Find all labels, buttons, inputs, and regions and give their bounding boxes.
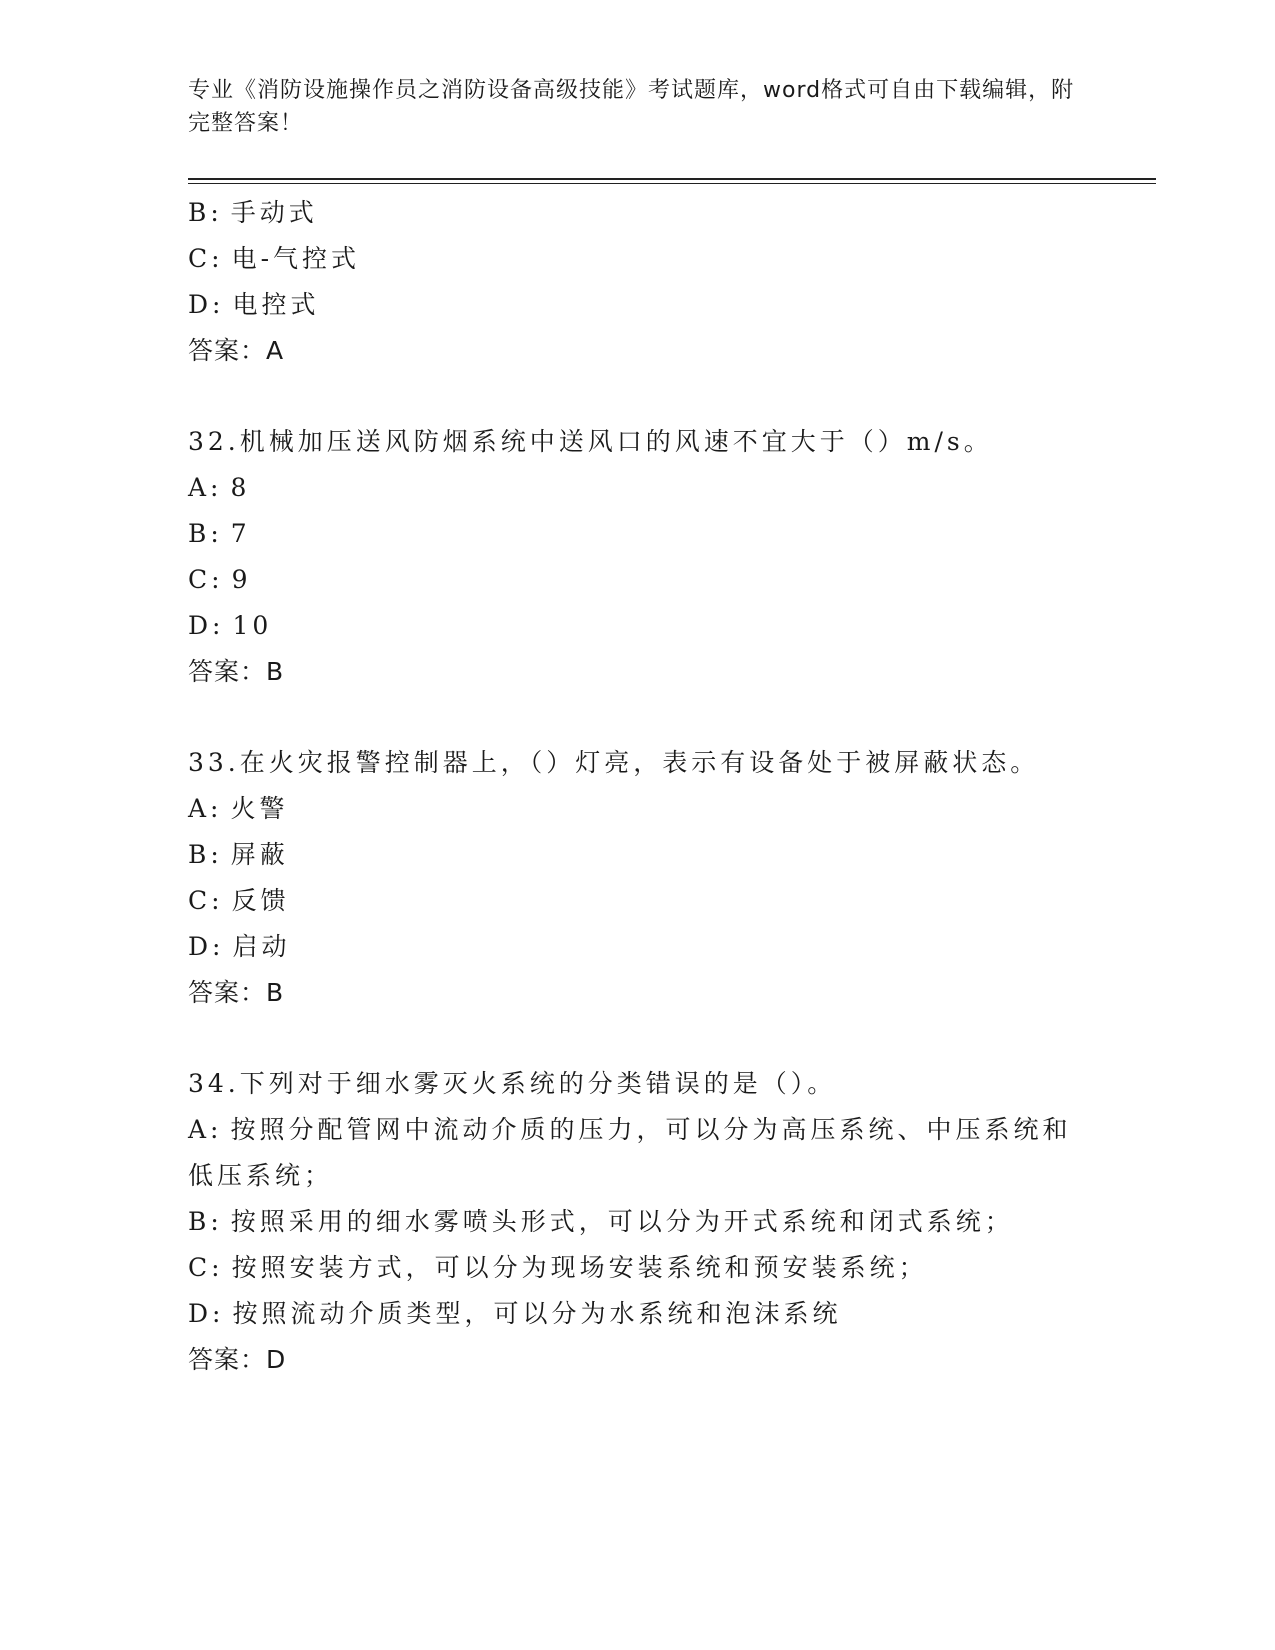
header-rule (188, 178, 1156, 180)
header-rule-thin (188, 183, 1156, 184)
question-text: 33.在火灾报警控制器上，（）灯亮，表示有设备处于被屏蔽状态。 (188, 748, 1040, 777)
option-line (188, 557, 1088, 603)
question-text: 34.下列对于细水雾灭火系统的分类错误的是（）。 (188, 1069, 837, 1098)
option-label: A: (188, 794, 223, 823)
option-label: C: (188, 886, 224, 915)
option-line (188, 190, 1088, 236)
option-label: C: (188, 244, 224, 273)
page-header: 专业《消防设施操作员之消防设备高级技能》考试题库，word格式可自由下载编辑，附完整答案！ (188, 78, 1075, 136)
answer-line: 答案：B (188, 978, 285, 1007)
question-text: 32.机械加压送风防烟系统中送风口的风速不宜大于（）m/s。 (188, 427, 993, 456)
option-label: B: (188, 840, 223, 869)
option-label: D: (188, 1299, 225, 1328)
option-label: A: (188, 473, 223, 502)
option-text: 8 (230, 473, 251, 502)
option-line (188, 832, 1088, 878)
option-label: B: (188, 519, 223, 548)
option-text: 7 (230, 519, 251, 548)
option-label: D: (188, 611, 225, 640)
option-line (188, 1199, 1088, 1245)
option-text: 按照安装方式，可以分为现场安装系统和预安装系统； (231, 1253, 928, 1282)
option-text: 反馈 (231, 886, 290, 915)
option-label: D: (188, 290, 225, 319)
option-text: 电-气控式 (231, 244, 361, 273)
option-label: A: (188, 1115, 223, 1144)
option-line (188, 465, 1088, 511)
option-text: 屏蔽 (230, 840, 289, 869)
option-text: 手动式 (230, 198, 318, 227)
option-line (188, 236, 1088, 282)
option-text: 电控式 (232, 290, 320, 319)
option-line (188, 1107, 1088, 1199)
answer-line: 答案：D (188, 1345, 287, 1374)
option-line (188, 603, 1088, 649)
answer-line: 答案：A (188, 336, 285, 365)
option-text: 9 (231, 565, 252, 594)
option-text: 启动 (232, 932, 291, 961)
option-line (188, 511, 1088, 557)
option-line (188, 786, 1088, 832)
option-label: C: (188, 565, 224, 594)
option-label: B: (188, 198, 223, 227)
option-line (188, 878, 1088, 924)
option-label: D: (188, 932, 225, 961)
option-text: 按照分配管网中流动介质的压力，可以分为高压系统、中压系统和低压系统； (188, 1115, 1072, 1190)
option-label: B: (188, 1207, 223, 1236)
option-line (188, 1245, 1088, 1291)
option-line (188, 924, 1088, 970)
answer-line: 答案：B (188, 657, 285, 686)
option-label: C: (188, 1253, 224, 1282)
option-text: 按照采用的细水雾喷头形式，可以分为开式系统和闭式系统； (230, 1207, 1014, 1236)
option-line (188, 282, 1088, 328)
question-content (188, 190, 1088, 1383)
option-text: 火警 (230, 794, 289, 823)
option-line (188, 1291, 1088, 1337)
option-text: 按照流动介质类型，可以分为水系统和泡沫系统 (232, 1299, 842, 1328)
option-text: 10 (232, 611, 273, 640)
